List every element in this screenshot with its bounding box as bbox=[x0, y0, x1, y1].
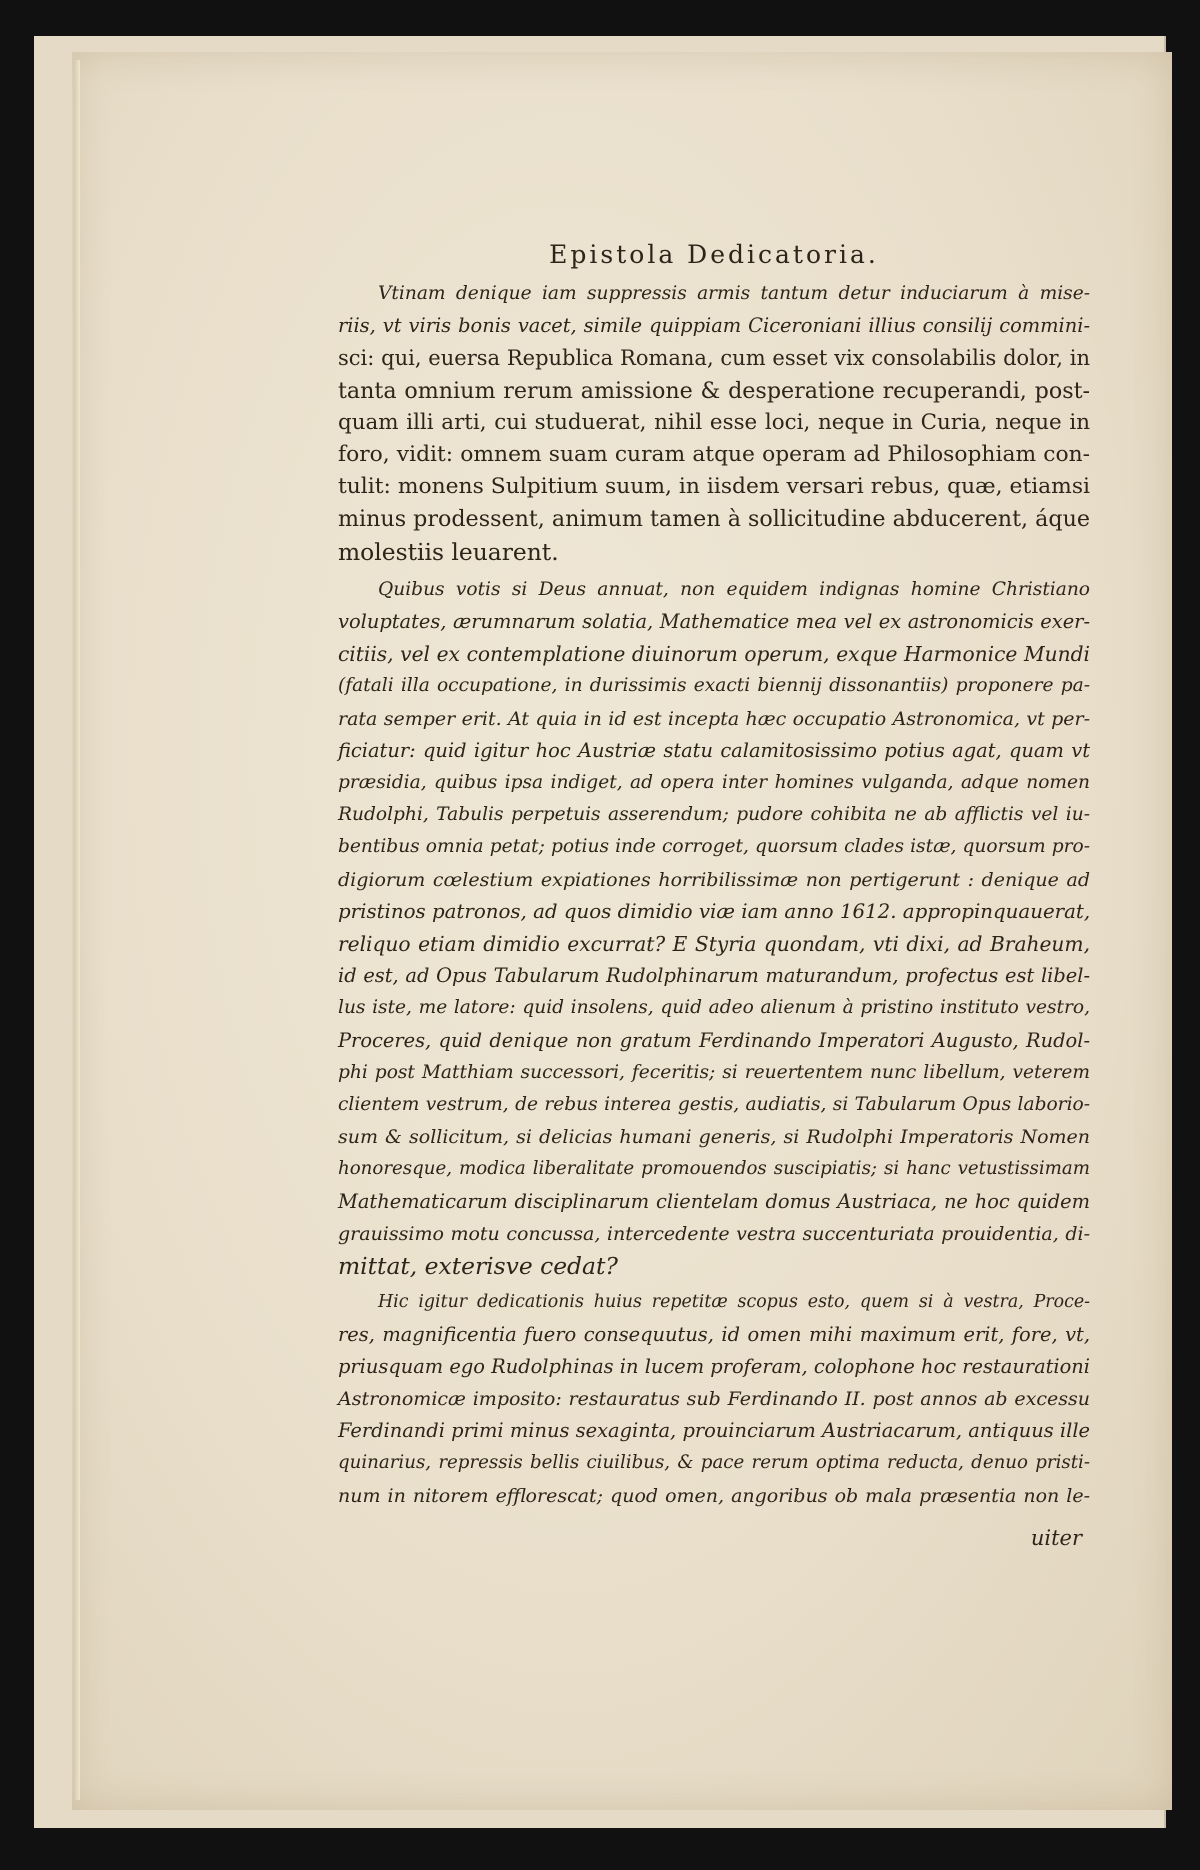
text-line: tanta omnium rerum amissione & desperatione recuperandi, post- bbox=[338, 377, 1090, 404]
text-line: lus iste, me latore: quid insolens, quid adeo alienum à pristino instituto vestro, bbox=[338, 997, 1090, 1019]
text-line: rata semper erit. At quia in id est incepta hæc occupatio Astronomica, vt per- bbox=[338, 707, 1090, 730]
text-line: tulit: monens Sulpitium suum, in iisdem versari rebus, quæ, etiamsi bbox=[338, 474, 1090, 500]
text-line: (fatali illa occupatione, in durissimis exacti biennij dissonantiis) proponere pa- bbox=[338, 675, 1090, 697]
text-line: Vtinam denique iam suppressis armis tantum detur induciarum à mise- bbox=[378, 283, 1090, 304]
text-line: priusquam ego Rudolphinas in lucem proferam, colophone hoc restaurationi bbox=[338, 1354, 1090, 1378]
page-heading: Epistola Dedicatoria. bbox=[549, 240, 879, 269]
text-line: riis, vt viris bonis vacet, simile quippiam Ciceroniani illius consilij commini- bbox=[338, 314, 1090, 338]
text-line: foro, vidit: omnem suam curam atque operam ad Philosophiam con- bbox=[338, 442, 1090, 468]
text-line: voluptates, ærumnarum solatia, Mathematice mea vel ex astronomicis exer- bbox=[338, 610, 1090, 634]
paragraph-1 bbox=[338, 278, 1090, 568]
text-line: Ferdinandi primi minus sexaginta, prouinciarum Austriacarum, antiquus ille bbox=[338, 1419, 1090, 1443]
text-line: quinarius, repressis bellis ciuilibus, & pace rerum optima reducta, denuo pristi- bbox=[338, 1452, 1090, 1474]
text-line: num in nitorem efflorescat; quod omen, angoribus ob mala præsentia non le- bbox=[338, 1484, 1090, 1507]
text-line: grauissimo motu concussa, intercedente vestra succenturiata prouidentia, di- bbox=[338, 1222, 1090, 1245]
text-line: Mathematicarum disciplinarum clientelam domus Austriaca, ne hoc quidem bbox=[338, 1189, 1090, 1213]
page-gutter bbox=[74, 60, 80, 1800]
text-line: Rudolphi, Tabulis perpetuis asserendum; pudore cohibita ne ab afflictis vel iu- bbox=[338, 804, 1090, 826]
text-line: digiorum cœlestium expiationes horribilissimæ non pertigerunt : denique ad bbox=[338, 868, 1090, 891]
paragraph-2 bbox=[338, 574, 1090, 1282]
text-line: præsidia, quibus ipsa indiget, ad opera inter homines vulganda, adque nomen bbox=[338, 772, 1090, 794]
text-line: citiis, vel ex contemplatione diuinorum operum, exque Harmonice Mundi bbox=[338, 642, 1090, 667]
text-line: pristinos patronos, ad quos dimidio viæ iam anno 1612. appropinquauerat, bbox=[338, 899, 1091, 923]
text-line: Astronomicæ imposito: restauratus sub Ferdinando II. post annos ab excessu bbox=[338, 1387, 1090, 1410]
text-line: honoresque, modica liberalitate promouendos suscipiatis; si hanc vetustissimam bbox=[338, 1158, 1090, 1180]
paragraph-3 bbox=[338, 1286, 1090, 1511]
text-block bbox=[338, 238, 1090, 1512]
text-line: Quibus votis si Deus annuat, non equidem indignas homine Christiano bbox=[378, 578, 1090, 600]
text-line: minus prodessent, animum tamen à sollicitudine abducerent, áque bbox=[338, 506, 1090, 533]
text-line: sci: qui, euersa Republica Romana, cum esset vix consolabilis dolor, in bbox=[338, 346, 1090, 371]
text-line: Hic igitur dedicationis huius repetitæ scopus esto, quem si à vestra, Proce- bbox=[378, 1292, 1090, 1313]
text-line: mittat, exterisve cedat? bbox=[338, 1252, 618, 1281]
text-line: bentibus omnia petat; potius inde corroget, quorsum clades istæ, quorsum pro- bbox=[338, 836, 1090, 858]
text-line: sum & sollicitum, si delicias humani generis, si Rudolphi Imperatoris Nomen bbox=[338, 1126, 1090, 1149]
text-line: ficiatur: quid igitur hoc Austriæ statu calamitosissimo potius agat, quam vt bbox=[338, 738, 1090, 762]
text-line: Proceres, quid denique non gratum Ferdinando Imperatori Augusto, Rudol- bbox=[338, 1028, 1090, 1052]
text-line: res, magnificentia fuero consequutus, id omen mihi maximum erit, fore, vt, bbox=[338, 1322, 1090, 1346]
text-line: clientem vestrum, de rebus interea gestis, audiatis, si Tabularum Opus laborio- bbox=[338, 1094, 1090, 1116]
text-line: reliquo etiam dimidio excurrat? E Styria quondam, vti dixi, ad Braheum, bbox=[338, 932, 1090, 957]
text-line: quam illi arti, cui studuerat, nihil esse loci, neque in Curia, neque in bbox=[338, 409, 1090, 435]
text-line: molestiis leuarent. bbox=[338, 537, 559, 566]
text-line: phi post Matthiam successori, feceritis; si reuertentem nunc libellum, veterem bbox=[338, 1061, 1090, 1083]
text-line: id est, ad Opus Tabularum Rudolphinarum maturandum, profectus est libel- bbox=[338, 964, 1090, 988]
catchword: uiter bbox=[1030, 1526, 1082, 1550]
